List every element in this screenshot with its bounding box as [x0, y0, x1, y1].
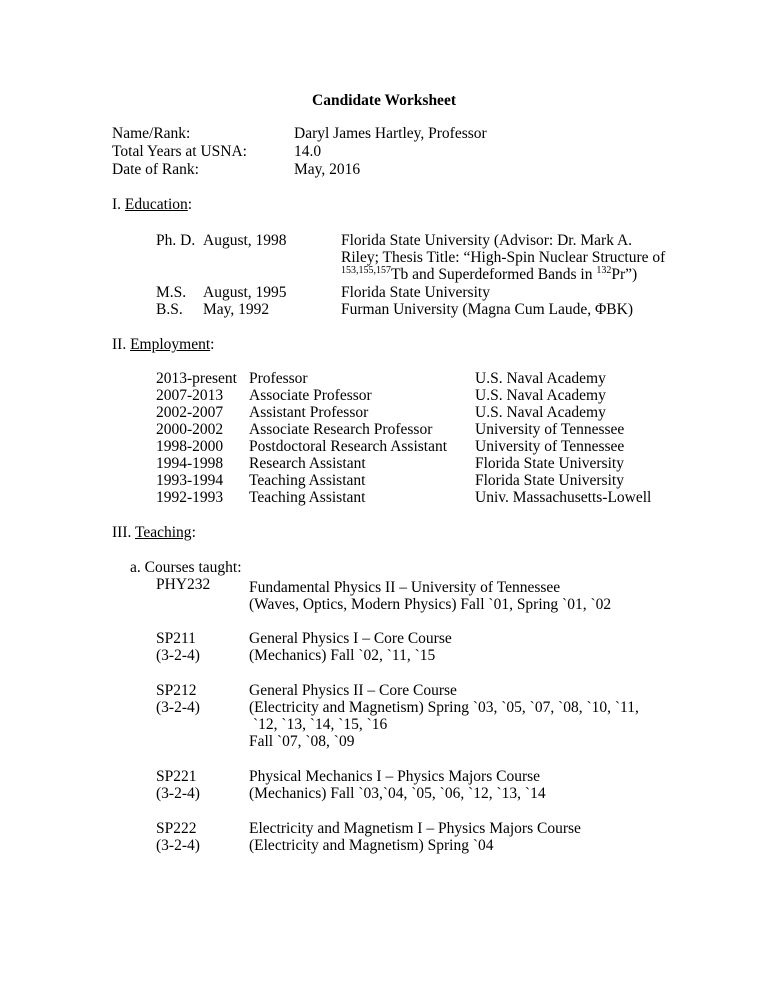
phd-degree: Ph. D.: [156, 232, 196, 249]
course-code: SP211: [156, 630, 196, 647]
ms-date: August, 1995: [203, 284, 287, 301]
teaching-heading: III. Teaching:: [112, 524, 196, 541]
course-code: SP222: [156, 820, 197, 837]
phd-school-line1: Florida State University (Advisor: Dr. Mark A.: [341, 232, 633, 249]
employment-heading: II. Employment:: [112, 336, 215, 353]
course-credits: (3-2-4): [156, 647, 200, 664]
employment-org-4: University of Tennessee: [475, 438, 625, 455]
employment-title-3: Associate Research Professor: [249, 421, 433, 438]
course-line: Physical Mechanics I – Physics Majors Course: [249, 768, 541, 785]
employment-title-2: Assistant Professor: [249, 404, 369, 421]
employment-org-5: Florida State University: [475, 455, 624, 472]
course-line: (Waves, Optics, Modern Physics) Fall `01, Spring `01, `02: [249, 596, 612, 613]
course-code: SP221: [156, 768, 197, 785]
phd-school-line2: Riley; Thesis Title: “High-Spin Nuclear Structure of: [341, 249, 666, 266]
employment-org-7: Univ. Massachusetts-Lowell: [475, 489, 652, 506]
course-line: (Mechanics) Fall `03,`04, `05, `06, `12, `13, `14: [249, 785, 546, 802]
employment-years-5: 1994-1998: [156, 455, 224, 472]
employment-title-5: Research Assistant: [249, 455, 366, 472]
courses-taught-label: a. Courses taught:: [130, 559, 242, 576]
employment-years-1: 2007-2013: [156, 387, 224, 404]
course-line: (Electricity and Magnetism) Spring `03, `05, `07, `08, `10, `11,: [249, 699, 639, 716]
employment-years-0: 2013-present: [156, 370, 237, 387]
years-label: Total Years at USNA:: [112, 143, 247, 160]
course-credits: (3-2-4): [156, 785, 200, 802]
phd-date: August, 1998: [203, 232, 287, 249]
education-heading: I. Education:: [112, 196, 193, 213]
employment-title-4: Postdoctoral Research Assistant: [249, 438, 448, 455]
employment-title-7: Teaching Assistant: [249, 489, 366, 506]
ms-school: Florida State University: [341, 284, 490, 301]
bs-date: May, 1992: [203, 301, 270, 318]
employment-years-3: 2000-2002: [156, 421, 224, 438]
employment-org-1: U.S. Naval Academy: [475, 387, 606, 404]
ms-degree: M.S.: [156, 284, 187, 301]
employment-title-1: Associate Professor: [249, 387, 372, 404]
course-line: Fall `07, `08, `09: [249, 733, 355, 750]
employment-years-4: 1998-2000: [156, 438, 224, 455]
employment-org-6: Florida State University: [475, 472, 624, 489]
course-credits: (3-2-4): [156, 837, 200, 854]
bs-school: Furman University (Magna Cum Laude, ΦBK): [341, 301, 634, 318]
course-line: (Electricity and Magnetism) Spring `04: [249, 837, 494, 854]
employment-years-6: 1993-1994: [156, 472, 224, 489]
employment-org-3: University of Tennessee: [475, 421, 625, 438]
course-line: Electricity and Magnetism I – Physics Majors Course: [249, 820, 581, 837]
employment-org-0: U.S. Naval Academy: [475, 370, 606, 387]
rank-date-value: May, 2016: [294, 161, 361, 178]
rank-date-label: Date of Rank:: [112, 161, 199, 178]
document-title: Candidate Worksheet: [312, 92, 456, 109]
employment-org-2: U.S. Naval Academy: [475, 404, 606, 421]
employment-title-0: Professor: [249, 370, 308, 387]
course-line: General Physics I – Core Course: [249, 630, 452, 647]
bs-degree: B.S.: [156, 301, 183, 318]
course-credits: (3-2-4): [156, 699, 200, 716]
course-line: Fundamental Physics II – University of Tennessee: [249, 579, 561, 596]
employment-years-2: 2002-2007: [156, 404, 224, 421]
years-value: 14.0: [294, 143, 322, 160]
course-code: PHY232: [156, 576, 211, 593]
course-line: General Physics II – Core Course: [249, 682, 457, 699]
course-line: (Mechanics) Fall `02, `11, `15: [249, 647, 436, 664]
employment-title-6: Teaching Assistant: [249, 472, 366, 489]
course-line: `12, `13, `14, `15, `16: [253, 716, 388, 733]
employment-years-7: 1992-1993: [156, 489, 224, 506]
name-value: Daryl James Hartley, Professor: [294, 125, 487, 142]
name-label: Name/Rank:: [112, 125, 191, 142]
phd-school-line3: $^{153,155,157}$Tb and Superdeformed Bands in $^{132}$Pr”): [341, 264, 638, 283]
course-code: SP212: [156, 682, 197, 699]
